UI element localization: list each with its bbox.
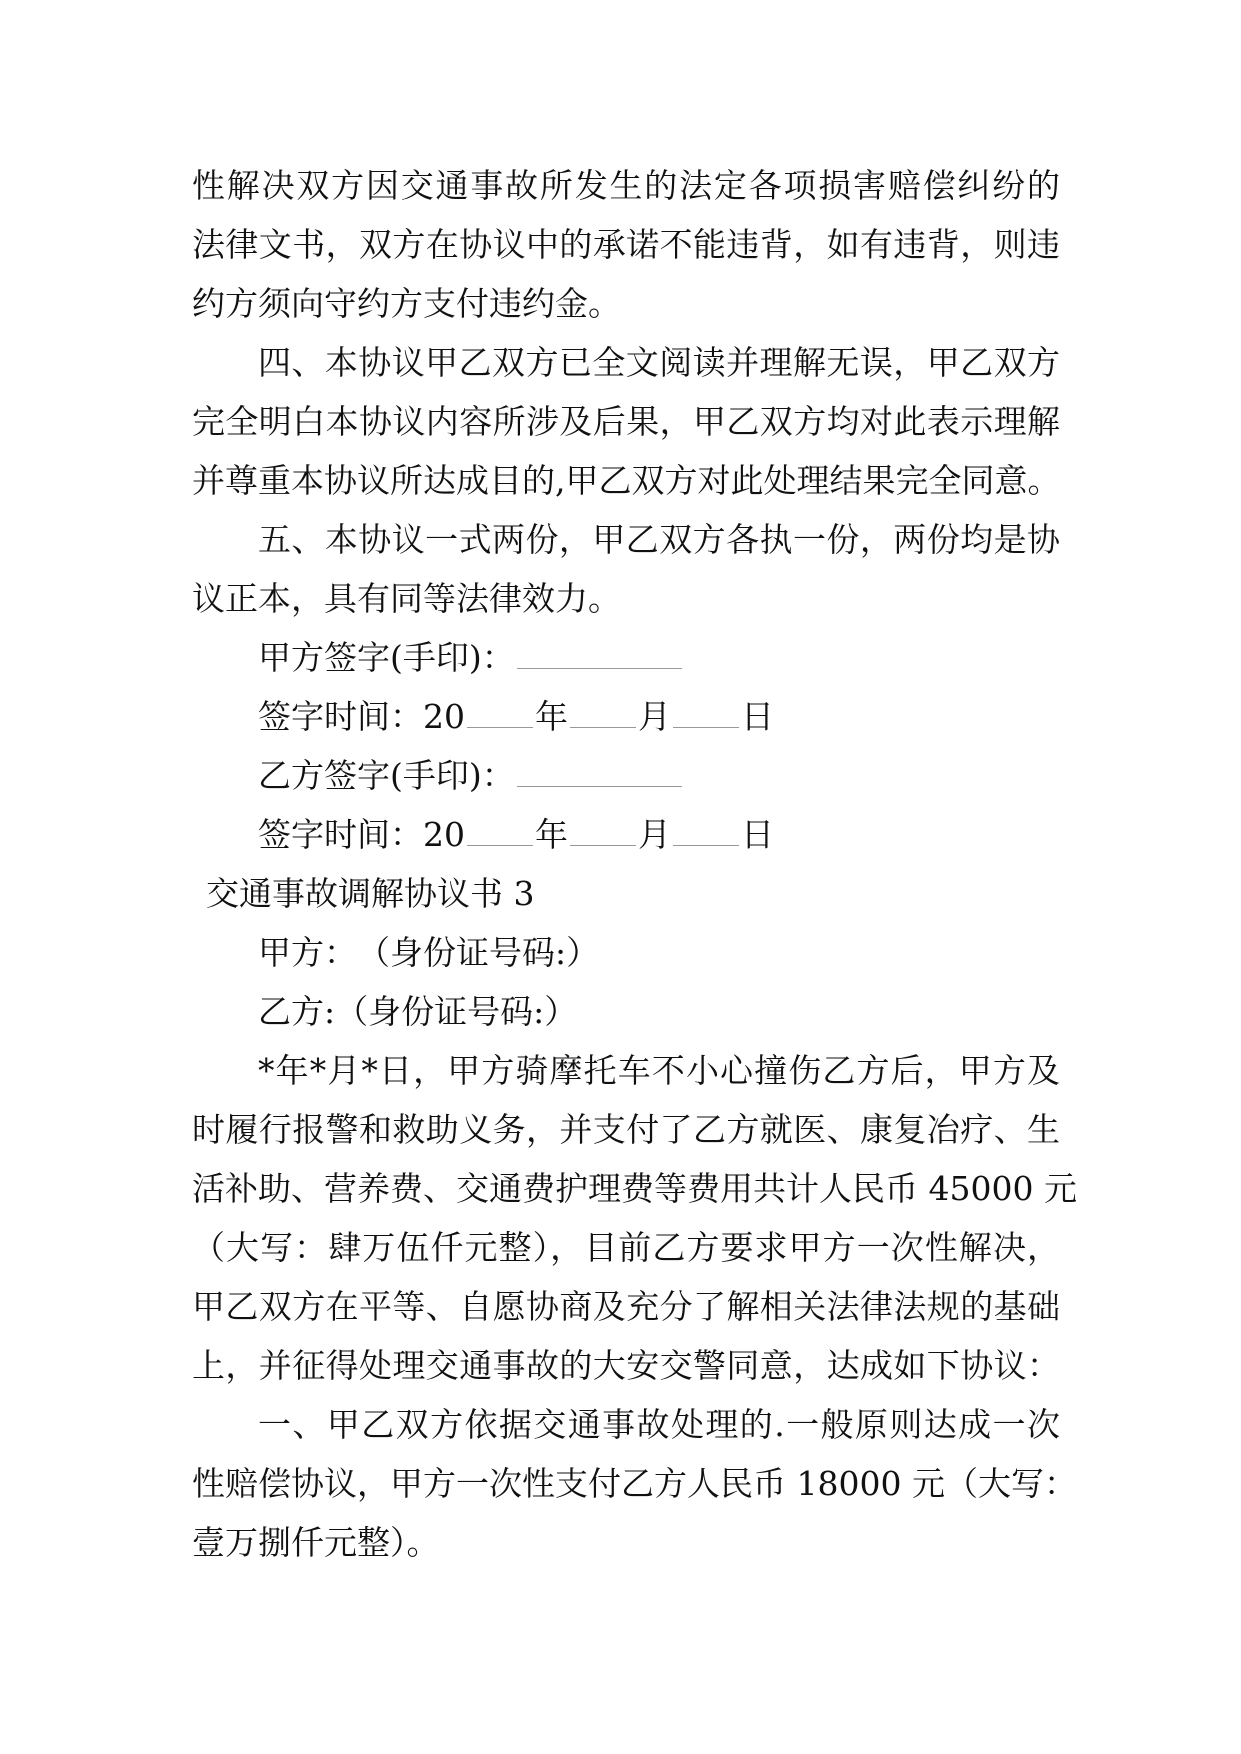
signature-blank bbox=[517, 668, 682, 669]
text-line: 性解决双方因交通事故所发生的法定各项损害赔偿纠纷的 bbox=[192, 166, 1060, 205]
section-title: 交通事故调解协议书 3 bbox=[206, 874, 535, 913]
party-b-signature-label: 乙方签字(手印)： bbox=[258, 756, 515, 795]
clause-1-line: 壹万捌仟元整）。 bbox=[192, 1523, 440, 1562]
clause-4-line: 完全明白本协议内容所涉及后果，甲乙双方均对此表示理解 bbox=[192, 402, 1060, 441]
year-blank bbox=[467, 845, 533, 846]
clause-4-line: 四、本协议甲乙双方已全文阅读并理解无误，甲乙双方 bbox=[258, 343, 1060, 382]
party-a-sign-date bbox=[192, 687, 1060, 746]
party-b-signature bbox=[192, 746, 1060, 805]
party-b-info: 乙方:（身份证号码:） bbox=[258, 992, 578, 1031]
background-line: 上，并征得处理交通事故的大安交警同意，达成如下协议： bbox=[192, 1346, 1060, 1385]
signature-blank bbox=[517, 786, 682, 787]
day-label: 日 bbox=[741, 815, 774, 854]
clause-5-line: 议正本，具有同等法律效力。 bbox=[192, 579, 621, 618]
clause-5-line: 五、本协议一式两份，甲乙双方各执一份，两份均是协 bbox=[258, 520, 1060, 559]
day-blank bbox=[673, 727, 739, 728]
month-blank bbox=[570, 727, 636, 728]
party-a-signature-label: 甲方签字(手印)： bbox=[258, 638, 515, 677]
background-line: *年*月*日，甲方骑摩托车不小心撞伤乙方后，甲方及 bbox=[258, 1051, 1060, 1090]
party-a-signature bbox=[192, 628, 1060, 687]
background-line: 甲乙双方在平等、自愿协商及充分了解相关法律法规的基础 bbox=[192, 1287, 1060, 1326]
day-label: 日 bbox=[741, 697, 774, 736]
sign-date-label: 签字时间：20 bbox=[258, 815, 465, 854]
clause-1-line: 一、甲乙双方依据交通事故处理的.一般原则达成一次 bbox=[258, 1405, 1060, 1444]
background-line: 活补助、营养费、交通费护理费等费用共计人民币 45000 元 bbox=[192, 1169, 1077, 1208]
party-a-info: 甲方： （身份证号码:） bbox=[258, 933, 600, 972]
year-blank bbox=[467, 727, 533, 728]
text-line: 约方须向守约方支付违约金。 bbox=[192, 284, 621, 323]
month-blank bbox=[570, 845, 636, 846]
text-line: 法律文书，双方在协议中的承诺不能违背，如有违背，则违 bbox=[192, 225, 1060, 264]
month-label: 月 bbox=[638, 815, 671, 854]
sign-date-label: 签字时间：20 bbox=[258, 697, 465, 736]
month-label: 月 bbox=[638, 697, 671, 736]
document-page bbox=[192, 156, 1077, 1572]
year-label: 年 bbox=[535, 697, 568, 736]
day-blank bbox=[673, 845, 739, 846]
party-b-sign-date bbox=[192, 805, 1060, 864]
clause-1-line: 性赔偿协议，甲方一次性支付乙方人民币 18000 元（大写： bbox=[192, 1464, 1077, 1503]
year-label: 年 bbox=[535, 815, 568, 854]
clause-4-line: 并尊重本协议所达成目的,甲乙双方对此处理结果完全同意。 bbox=[192, 461, 1061, 500]
background-line: （大写：肆万伍仟元整），目前乙方要求甲方一次性解决， bbox=[192, 1228, 1060, 1267]
background-line: 时履行报警和救助义务，并支付了乙方就医、康复冶疗、生 bbox=[192, 1110, 1060, 1149]
